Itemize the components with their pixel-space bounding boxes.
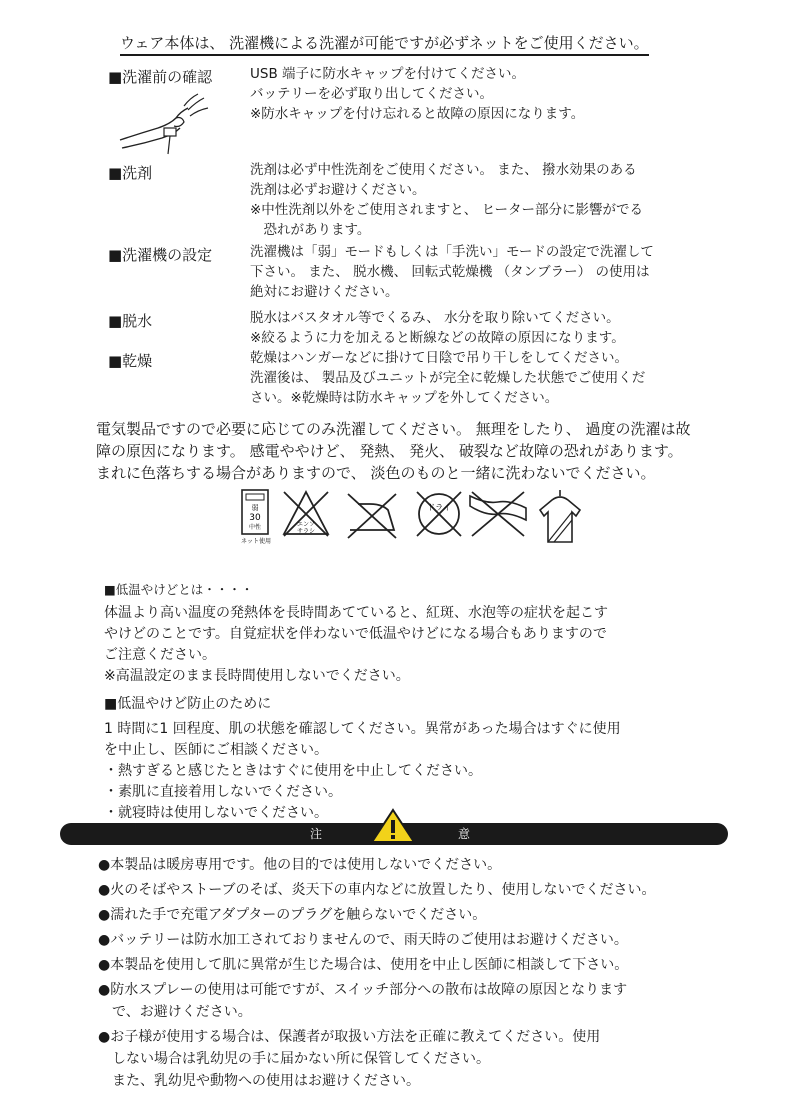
text-line: 絶対にお避けください。 (250, 284, 399, 300)
caution-item: ●本製品を使用して肌に異常が生じた場合は、使用を中止し医師に相談して下さい。 (98, 957, 629, 973)
text-line: ご注意ください。 (104, 647, 216, 663)
text-line: USB 端子に防水キャップを付けてください。 (250, 66, 526, 82)
text-line: ・就寝時は使用しないでください。 (104, 805, 328, 821)
text-line: 電気製品ですので必要に応じてのみ洗濯してください。 無理をしたり、 過度の洗濯は故 (96, 420, 691, 438)
caution-item-cont: で、お避けください。 (98, 1004, 252, 1020)
wash-mid-label: 中性 (248, 524, 262, 531)
page-heading: ウェア本体は、 洗濯機による洗濯が可能ですが必ずネットをご使用ください。 (120, 32, 649, 56)
caution-item-cont: また、乳幼児や動物への使用はお避けください。 (98, 1073, 420, 1089)
section-label-machine: ■洗濯機の設定 (108, 246, 213, 264)
section-label-spin: ■脱水 (108, 312, 153, 330)
text-line: 1 時間に1 回程度、肌の状態を確認してください。異常があった場合はすぐに使用 (104, 721, 621, 737)
text-line: やけどのことです。自覚症状を伴わないで低温やけどになる場合もありますので (104, 626, 607, 642)
section-body-prewash (250, 64, 584, 124)
text-line: まれに色落ちする場合がありますので、 淡色のものと一緒に洗わないでください。 (96, 464, 656, 482)
text-line: ※高温設定のまま長時間使用しないでください。 (104, 668, 410, 684)
text-line: ・熱すぎると感じたときはすぐに使用を中止してください。 (104, 763, 482, 779)
no-bleach-label-2: サラシ (296, 528, 316, 535)
wash-30-net-icon (240, 486, 276, 546)
caution-bar-left: 注 (310, 827, 323, 841)
section-body-detergent (250, 160, 643, 240)
prevention-title: ■低温やけど防止のために (104, 696, 272, 712)
care-symbols (240, 486, 580, 548)
section-label-dry: ■乾燥 (108, 352, 153, 370)
section-body-machine (250, 242, 654, 302)
no-wring-icon (466, 486, 530, 542)
caution-item: ●濡れた手で充電アダプターのプラグを触らないでください。 (98, 907, 487, 923)
notice-block (96, 418, 691, 484)
text-line: 洗剤は必ず中性洗剤をご使用ください。 また、 撥水効果のある (250, 162, 637, 178)
text-line: を中止し、医師にご相談ください。 (104, 742, 328, 758)
text-line: 洗濯機は「弱」モードもしくは「手洗い」モードの設定で洗濯して (250, 244, 654, 260)
text-line: ※中性洗剤以外をご使用されますと、 ヒーター部分に影響がでる (250, 202, 644, 218)
section-body-dry (250, 348, 645, 408)
section-body-spin (250, 308, 625, 348)
wash-net-label: ネット使用 (240, 538, 272, 545)
no-iron-icon (344, 486, 400, 542)
no-dryclean-icon (412, 486, 466, 542)
no-bleach-label: エンソ (296, 521, 316, 528)
low-temp-burn-block (104, 580, 608, 687)
cap-illustration-icon (118, 88, 218, 156)
text-line: 恐れがあります。 (250, 222, 371, 238)
text-line: 洗濯後は、 製品及びユニットが完全に乾燥した状態でご使用くだ (250, 370, 646, 386)
caution-item: ●火のそばやストーブのそば、炎天下の車内などに放置したり、使用しないでください。 (98, 882, 656, 898)
wash-top-label: 弱 (251, 504, 259, 512)
caution-item: ●お子様が使用する場合は、保護者が取扱い方法を正確に教えてください。使用 (98, 1029, 601, 1045)
caution-list (98, 854, 656, 1092)
wash-temp-label: 30 (249, 513, 261, 523)
low-temp-burn-title: ■低温やけどとは・・・・ (104, 582, 254, 597)
text-line: 体温より高い温度の発熱体を長時間あてていると、紅斑、水泡等の症状を起こす (104, 605, 608, 621)
warning-triangle-icon (370, 807, 416, 845)
no-bleach-icon (280, 486, 332, 542)
text-line: ※防水キャップを付け忘れると故障の原因になります。 (250, 106, 585, 122)
no-dryclean-label: ドライ (427, 503, 451, 512)
caution-item: ●本製品は暖房専用です。他の目的では使用しないでください。 (98, 857, 502, 873)
section-label-prewash: ■洗濯前の確認 (108, 68, 213, 86)
caution-item: ●バッテリーは防水加工されておりませんので、雨天時のご使用はお避けください。 (98, 932, 628, 948)
text-line: 脱水はバスタオル等でくるみ、 水分を取り除いてください。 (250, 310, 620, 326)
text-line: 障の原因になります。 感電ややけど、 発熱、 発火、 破裂など故障の恐れがあります。 (96, 442, 683, 460)
caution-item-cont: しない場合は乳幼児の手に届かない所に保管してください。 (98, 1051, 490, 1067)
text-line: バッテリーを必ず取り出してください。 (250, 86, 493, 102)
prevention-block (104, 694, 621, 824)
caution-item: ●防水スプレーの使用は可能ですが、スイッチ部分への散布は故障の原因となります (98, 982, 628, 998)
text-line: さい。※乾燥時は防水キャップを外してください。 (250, 390, 559, 406)
text-line: 下さい。 また、 脱水機、 回転式乾燥機 （タンブラー） の使用は (250, 264, 650, 280)
hang-dry-icon (536, 486, 584, 546)
text-line: 洗剤は必ずお避けください。 (250, 182, 426, 198)
text-line: ・素肌に直接着用しないでください。 (104, 784, 342, 800)
text-line: 乾燥はハンガーなどに掛けて日陰で吊り干しをしてください。 (250, 350, 628, 366)
section-label-detergent: ■洗剤 (108, 164, 153, 182)
caution-bar (60, 823, 728, 845)
caution-bar-right: 意 (458, 827, 471, 841)
text-line: ※絞るように力を加えると断線などの故障の原因になります。 (250, 330, 625, 346)
